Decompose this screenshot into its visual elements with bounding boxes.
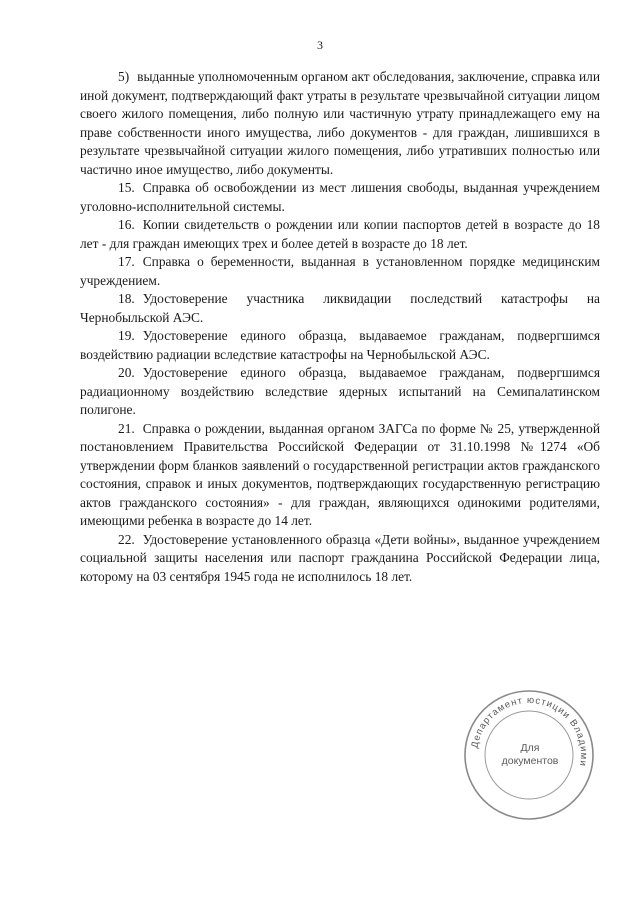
paragraph-17 xyxy=(80,253,600,290)
paragraph-number: 17. xyxy=(118,254,135,269)
paragraph-22 xyxy=(80,531,600,587)
paragraph-21 xyxy=(80,420,600,531)
paragraph-number: 19. xyxy=(118,328,135,343)
paragraph-19 xyxy=(80,327,600,364)
stamp-caption xyxy=(485,742,575,768)
paragraph-text: выданные уполномоченным органом акт обследования, заключение, справка или иной документ, подтверждающий факт утраты в результате чрезвычайной ситуации лицом своего жилого помещения, либо полную или частичную утрату принадлежащего ему на праве собственности иного имущества, либо документов - для граждан, лишившихся в результате чрезвычайной ситуации жилого помещения, либо утративших полностью или частично иное имущество, либо документы. xyxy=(80,69,600,177)
paragraph-text: Справка об освобождении из мест лишения свободы, выданная учреждением уголовно-исполнительной системы. xyxy=(80,180,600,214)
paragraph-text: Справка о беременности, выданная в установленном порядке медицинским учреждением. xyxy=(80,254,600,288)
paragraph-text: Удостоверение участника ликвидации последствий катастрофы на Чернобыльской АЭС. xyxy=(80,291,600,325)
paragraph-number: 5) xyxy=(118,69,130,84)
paragraph-18 xyxy=(80,290,600,327)
paragraph-16 xyxy=(80,216,600,253)
paragraph-20 xyxy=(80,364,600,420)
paragraph-number: 22. xyxy=(118,531,135,547)
paragraph-5 xyxy=(80,68,600,179)
page-number: 3 xyxy=(317,38,323,52)
paragraph-number: 15. xyxy=(118,180,135,195)
stamp-line-1: Для xyxy=(520,742,540,754)
stamp-ring-text: Департамент юстиции Владими xyxy=(469,694,590,768)
paragraph-number: 21. xyxy=(118,420,135,436)
paragraph-text: Справка о рождении, выданная органом ЗАГСа по форме № 25, утвержденной постановлением Правительства Российской Федерации от 31.10.1998 №1274 «Об утверждении форм бланков заявлений о государственной регистрации актов гражданского состояния, справок и иных документов, подтверждающих государственную регистрацию актов гражданского состояния» - для граждан, являющихся одинокими родителями, имеющими ребенка в возрасте до 14 лет. xyxy=(80,420,600,528)
paragraph-number: 20. xyxy=(118,365,135,380)
paragraph-number: 18. xyxy=(118,291,135,306)
paragraph-text: Удостоверение единого образца, выдаваемое гражданам, подвергшимся воздействию радиации вследствие катастрофы на Чернобыльской АЭС. xyxy=(80,328,600,362)
paragraph-text: Удостоверение установленного образца «Дети войны», выданное учреждением социальной защиты населения или паспорт гражданина Российской Федерации лица, которому на 03 сентября 1945 года не исполнилось 18 лет. xyxy=(80,531,600,584)
stamp-line-2: документов xyxy=(501,755,559,767)
paragraph-text: Удостоверение единого образца, выдаваемое гражданам, подвергшимся радиационному воздействию вследствие ядерных испытаний на Семипалатинском полигоне. xyxy=(80,365,600,417)
document-body xyxy=(80,68,600,586)
paragraph-number: 16. xyxy=(118,217,135,232)
paragraph-15 xyxy=(80,179,600,216)
paragraph-text: Копии свидетельств о рождении или копии паспортов детей в возрасте до 18 лет - для граждан имеющих трех и более детей в возрасте до 18 лет. xyxy=(80,217,600,251)
